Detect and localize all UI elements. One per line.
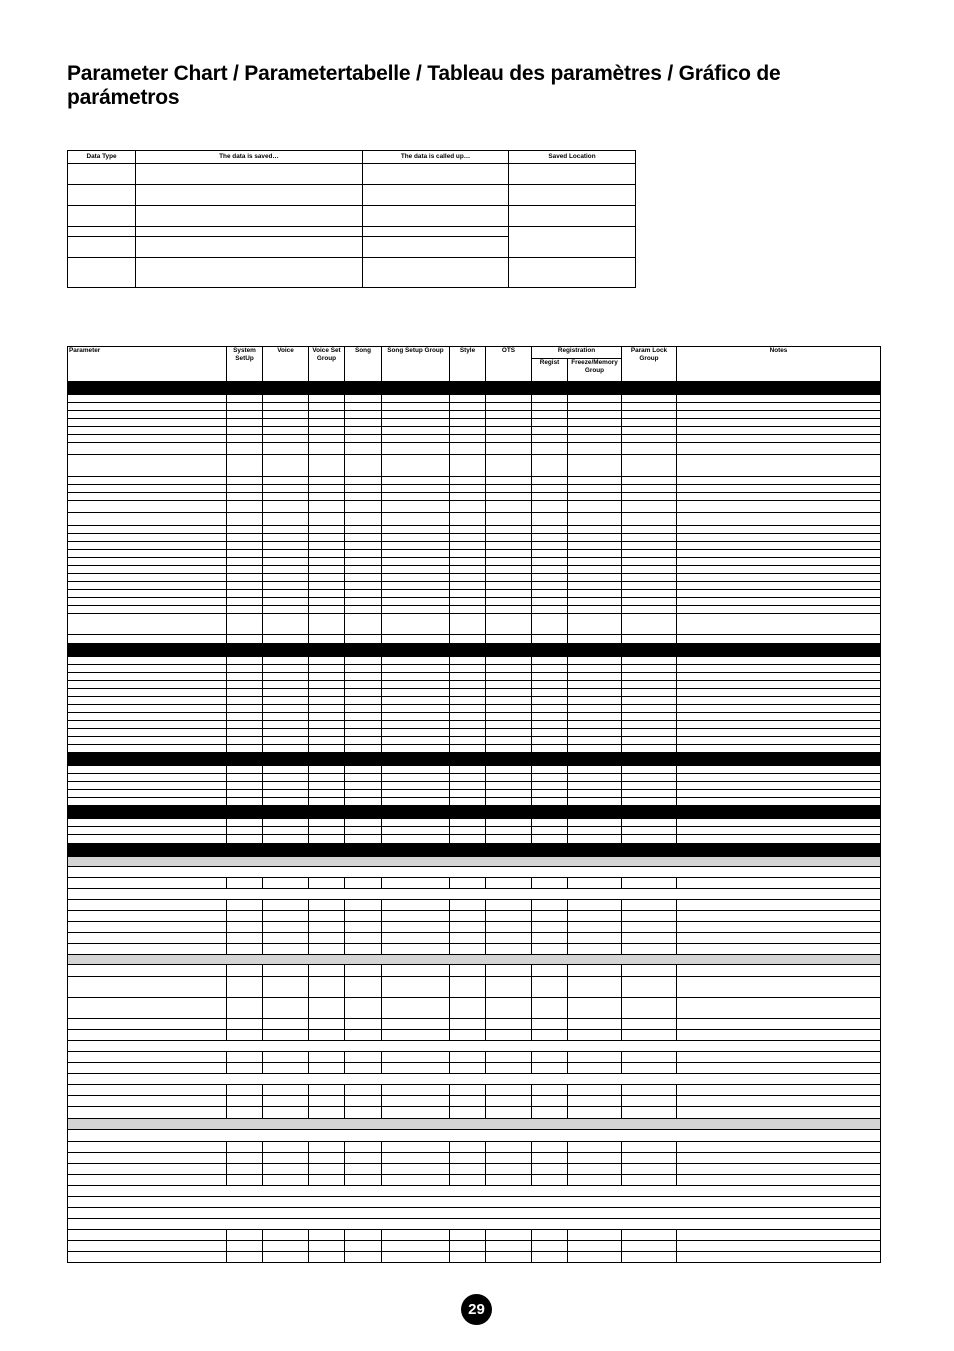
table-row [68, 455, 881, 477]
header-param-lock-group: Param Lock Group [622, 347, 677, 382]
table-row [68, 1052, 881, 1063]
header-notes: Notes [677, 347, 881, 382]
table-row [68, 493, 881, 501]
header-parameter: Parameter [68, 347, 227, 382]
table-row [68, 558, 881, 566]
table-row [68, 164, 636, 185]
table-row [68, 944, 881, 955]
header-data-type: Data Type [68, 151, 136, 164]
table-row [68, 689, 881, 697]
table-row [68, 614, 881, 635]
section-header-row [68, 382, 881, 395]
header-style: Style [450, 347, 486, 382]
table-row [68, 1252, 881, 1263]
table-row [68, 403, 881, 411]
table-row [68, 501, 881, 513]
table-row [68, 827, 881, 835]
table-row [68, 566, 881, 574]
header-voice: Voice [263, 347, 309, 382]
table-row [68, 582, 881, 590]
table-row [68, 681, 881, 689]
table-row [68, 443, 881, 455]
page-number: 29 [461, 1294, 492, 1325]
table-row [68, 1241, 881, 1252]
table-row [68, 542, 881, 550]
table-row [68, 1175, 881, 1186]
table-row [68, 258, 636, 288]
table-row [68, 206, 636, 227]
table-row [68, 977, 881, 998]
header-voice-set-group: Voice Set Group [309, 347, 345, 382]
subsection-header-row [68, 955, 881, 965]
table-row [68, 477, 881, 485]
table-row [68, 774, 881, 782]
table-row [68, 665, 881, 673]
table-row [68, 485, 881, 493]
table-row [68, 411, 881, 419]
table-row [68, 1085, 881, 1096]
table-row [68, 911, 881, 922]
table-row [68, 1063, 881, 1074]
table-row [68, 721, 881, 729]
table-row [68, 635, 881, 644]
header-regist: Regist [532, 359, 568, 382]
table-row [68, 550, 881, 558]
section-header-row [68, 806, 881, 819]
table-row [68, 598, 881, 606]
table-row [68, 513, 881, 526]
table-row [68, 878, 881, 889]
section-header-row [68, 753, 881, 766]
table-row [68, 729, 881, 737]
table-row [68, 534, 881, 542]
table-row [68, 867, 881, 878]
table-row [68, 889, 881, 900]
table-row [68, 1019, 881, 1030]
table-row [68, 922, 881, 933]
table-row [68, 782, 881, 790]
header-system-setup: System SetUp [227, 347, 263, 382]
parameter-table [67, 346, 881, 1263]
table-row [68, 766, 881, 774]
table-row [68, 737, 881, 745]
data-type-table [67, 150, 636, 288]
subsection-header-row [68, 857, 881, 867]
table-row [68, 526, 881, 534]
section-header-row [68, 844, 881, 857]
table-row [68, 1041, 881, 1052]
section-header-row [68, 644, 881, 657]
table-row [68, 419, 881, 427]
page-title: Parameter Chart / Parametertabelle / Tableau des paramètres / Gráfico de parámetros [67, 62, 781, 109]
table-row [68, 673, 881, 681]
table-row [68, 819, 881, 827]
table-row [68, 185, 636, 206]
table-row [68, 1142, 881, 1153]
table-row [68, 745, 881, 753]
header-freeze-memory-group: Freeze/Memory Group [568, 359, 622, 382]
table-row [68, 395, 881, 403]
table-row [68, 1074, 881, 1085]
table-row [68, 1096, 881, 1107]
table-row [68, 1197, 881, 1208]
table-row [68, 1164, 881, 1175]
table-row [68, 657, 881, 665]
table-row [68, 790, 881, 798]
table-row [68, 590, 881, 598]
table-row [68, 227, 636, 237]
table-row [68, 574, 881, 582]
table-row [68, 705, 881, 713]
table-row [68, 713, 881, 721]
header-ots: OTS [486, 347, 532, 382]
subsection-header-row [68, 1119, 881, 1130]
header-song-setup-group: Song Setup Group [382, 347, 450, 382]
table-row [68, 1208, 881, 1219]
header-song: Song [345, 347, 382, 382]
table-row [68, 1186, 881, 1197]
header-data-saved: The data is saved… [136, 151, 363, 164]
table-row [68, 835, 881, 844]
table-row [68, 998, 881, 1019]
table-row [68, 697, 881, 705]
table-row [68, 1030, 881, 1041]
table-row [68, 1107, 881, 1119]
table-row [68, 1153, 881, 1164]
table-row [68, 1219, 881, 1230]
table-row [68, 606, 881, 614]
table-row [68, 933, 881, 944]
table-row [68, 1130, 881, 1142]
table-row [68, 900, 881, 911]
table-row [68, 427, 881, 435]
table-row [68, 435, 881, 443]
header-saved-location: Saved Location [509, 151, 636, 164]
table-row [68, 965, 881, 977]
table-row [68, 1230, 881, 1241]
table-row [68, 798, 881, 806]
header-registration: Registration [532, 347, 622, 359]
header-data-called-up: The data is called up… [363, 151, 509, 164]
